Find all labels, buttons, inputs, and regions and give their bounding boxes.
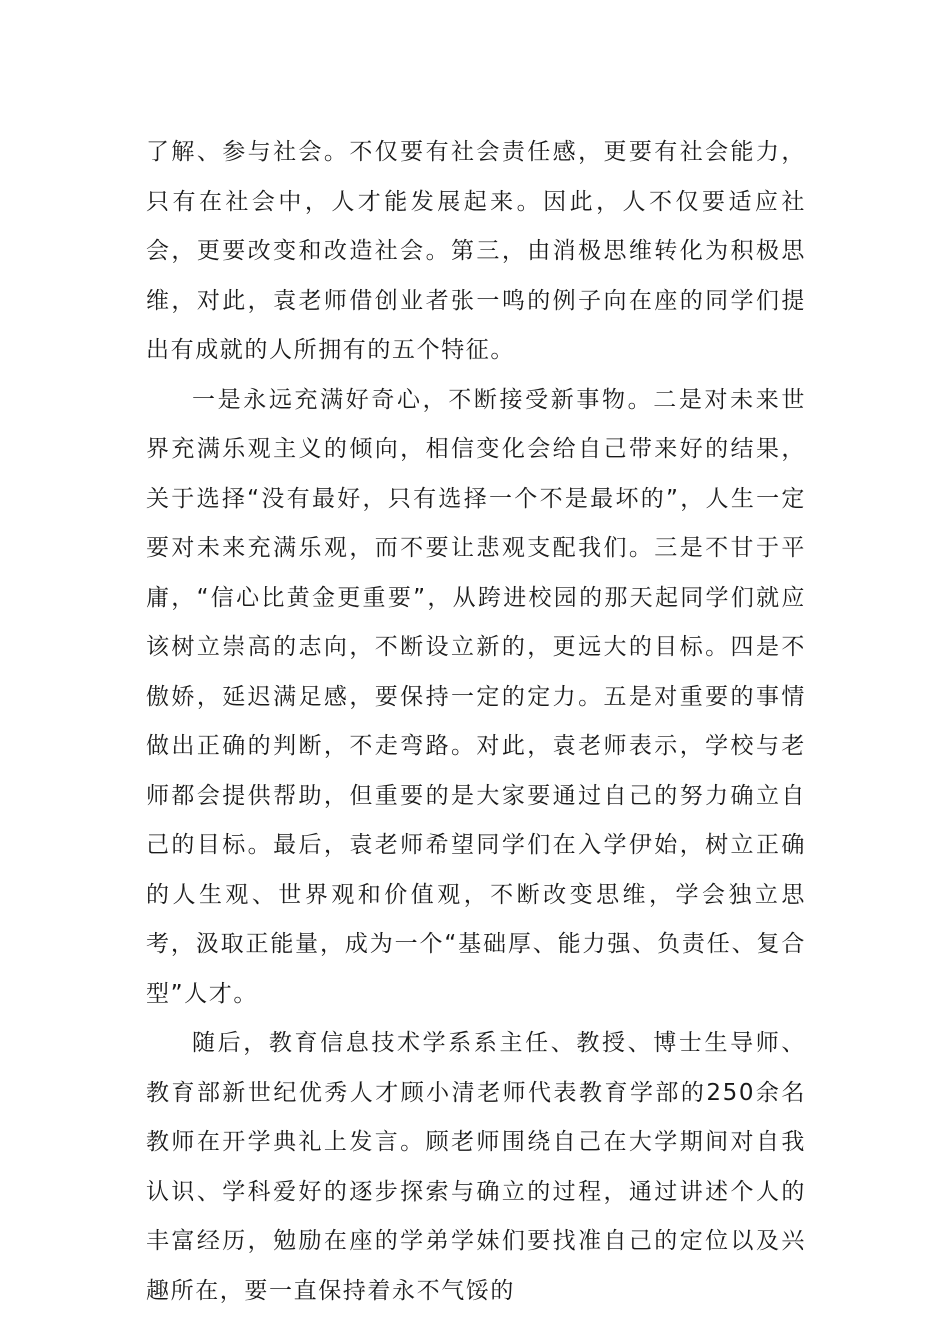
paragraph-five-traits: 一是永远充满好奇心，不断接受新事物。二是对未来世界充满乐观主义的倾向，相信变化会给自己带来好的结果，关于选择“没有最好，只有选择一个不是最坏的”，人生一定要对未来充满乐观，而不要让悲观支配我们。三是不甘于平庸，“信心比黄金更重要”，从跨进校园的那天起同学们就应该树立崇高的志向，不断设立新的，更远大的目标。四是不傲娇，延迟满足感，要保持一定的定力。五是对重要的事情做出正确的判断，不走弯路。对此，袁老师表示，学校与老师都会提供帮助，但重要的是大家要通过自己的努力确立自己的目标。最后，袁老师希望同学们在入学伊始，树立正确的人生观、世界观和价值观，不断改变思维，学会独立思考，汲取正能量，成为一个“基础厚、能力强、负责任、复合型”人才。: [146, 386, 806, 1007]
paragraph-teacher-speech: 随后，教育信息技术学系系主任、教授、博士生导师、教育部新世纪优秀人才顾小清老师代表教育学部的250余名教师在开学典礼上发言。顾老师围绕自己在大学期间对自我认识、学科爱好的逐步探索与确立的过程，通过讲述个人的丰富经历，勉励在座的学弟学妹们要找准自己的定位以及兴趣所在，要一直保持着永不气馁的: [146, 1030, 806, 1304]
paragraph-continued: 了解、参与社会。不仅要有社会责任感，更要有社会能力，只有在社会中，人才能发展起来。因此，人不仅要适应社会，更要改变和改造社会。第三，由消极思维转化为积极思维，对此，袁老师借创业者张一鸣的例子向在座的同学们提出有成就的人所拥有的五个特征。: [146, 139, 806, 363]
body-text: [146, 128, 806, 1316]
